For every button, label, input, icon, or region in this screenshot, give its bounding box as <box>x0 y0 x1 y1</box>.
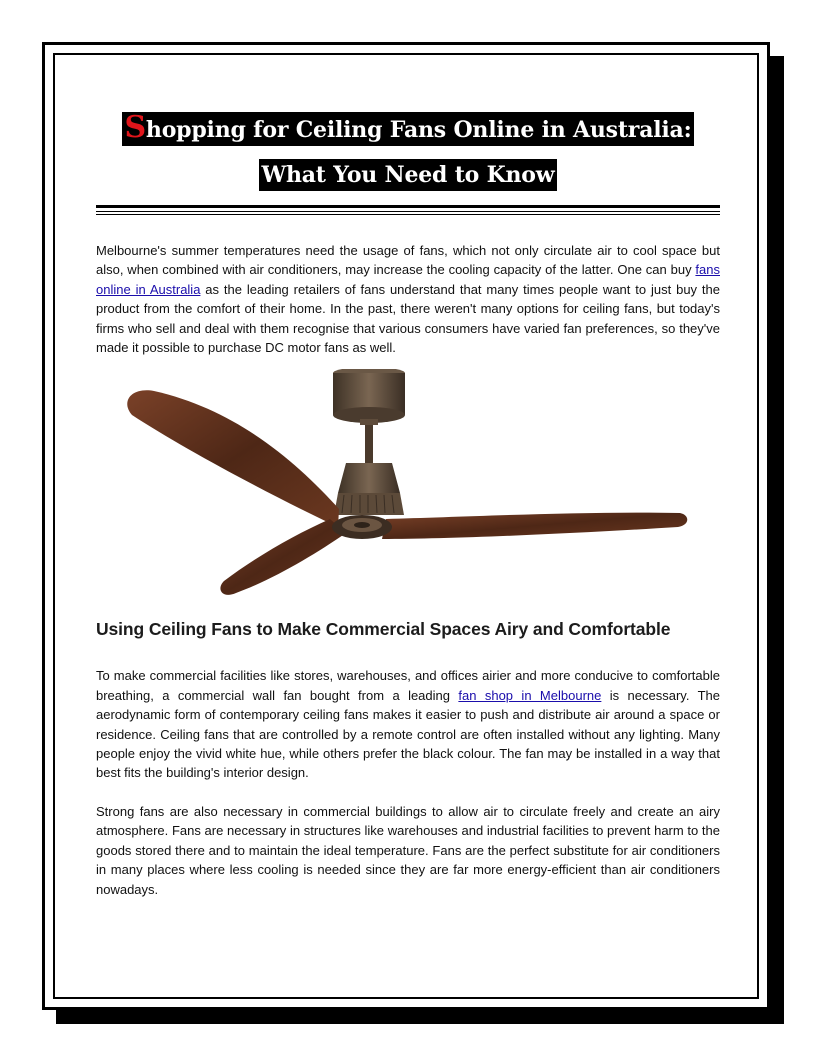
ceiling-fan-image <box>96 369 720 601</box>
title-divider <box>96 205 720 212</box>
title-divider-thin <box>96 214 720 215</box>
document-content <box>96 100 720 899</box>
section-paragraph-1 <box>96 666 720 782</box>
intro-paragraph <box>96 241 720 357</box>
title-drop-letter: S <box>124 110 146 145</box>
ceiling-fan-icon <box>124 369 692 601</box>
title-block <box>96 112 720 191</box>
section-text-end: is necessary. The aerodynamic form of contemporary ceiling fans makes it easier to push and distribute air around a space or residence. Ceiling fans that are controlled by a remote control are often installed without any lighting. Many people enjoy the vivid white hue, while others prefer the black colour. The fan may be installed in a way that best fits the building's interior design. <box>96 687 720 781</box>
section-heading: Using Ceiling Fans to Make Commercial Spaces Airy and Comfortable <box>96 619 671 640</box>
fans-online-link[interactable]: fans online in Australia <box>96 262 720 297</box>
title-line-1-text: hopping for Ceiling Fans Online in Australia: <box>145 117 692 143</box>
section-paragraph-2: Strong fans are also necessary in commercial buildings to allow air to circulate freely and create an airy atmosphere. Fans are necessary in structures like warehouses and industrial facilities to prevent harm to the goods stored there and to maintain the ideal temperature. Fans are the perfect substitute for air conditioners in many places where less cooling is needed since they are far more energy-efficient than air conditioners nowadays. <box>96 803 720 897</box>
intro-text-end: as the leading retailers of fans understand that many times people want to just buy the product from the comfort of their home. In the past, there weren't many options for ceiling fans, but today's firms who sell and deal with them recognise that various consumers have varied fan preferences, so they've made it possible to purchase DC motor fans as well. <box>96 281 720 356</box>
intro-text-start: Melbourne's summer temperatures need the usage of fans, which not only circulate air to cool space but also, when combined with air conditioners, may increase the cooling capacity of the latter. One can buy <box>96 243 720 278</box>
title-line-2: What You Need to Know <box>259 159 556 191</box>
section-text-start: To make commercial facilities like stores, warehouses, and offices airier and more conducive to comfortable breathing, a commercial wall fan bought from a leading <box>96 668 720 703</box>
fan-shop-melbourne-link[interactable]: fan shop in Melbourne <box>458 687 602 703</box>
title-line-1 <box>122 112 693 146</box>
